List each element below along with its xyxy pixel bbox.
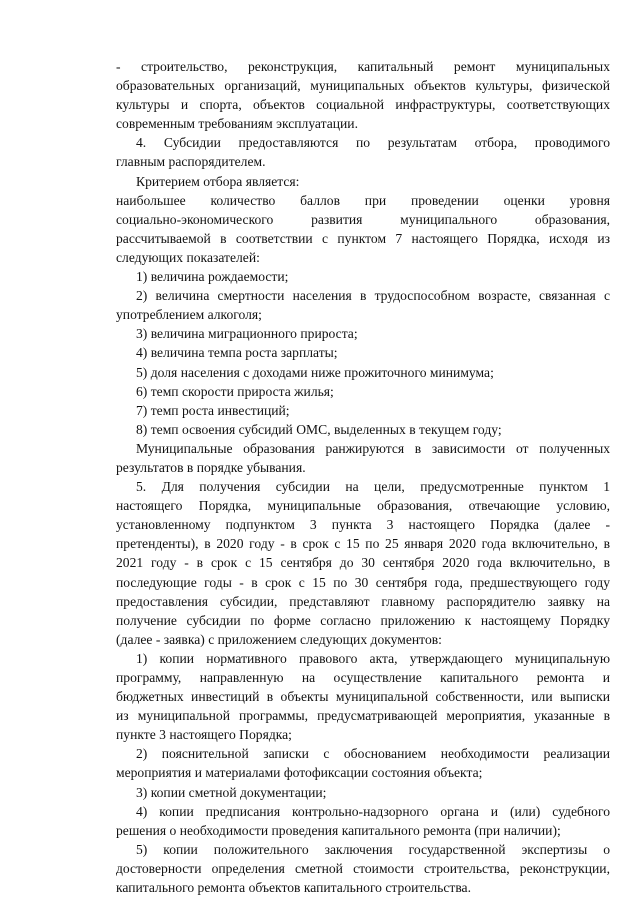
text-line: 3) величина миграционного прироста; (136, 326, 358, 342)
text-line: Муниципальные образования ранжируются в зависимости от полученных (136, 440, 610, 456)
paragraph (116, 324, 610, 343)
text-line: наибольшее количество баллов при проведении оценки уровня (116, 192, 610, 208)
paragraph (116, 401, 610, 420)
text-line: 5) доля населения с доходами ниже прожиточного минимума; (136, 364, 494, 380)
text-line: 5) копии положительного заключения государственной экспертизы о (136, 841, 610, 857)
text-line: достоверности определения сметной стоимости строительства, реконструкции, (116, 860, 610, 876)
text-line: следующих показателей: (116, 249, 260, 265)
paragraph (116, 649, 610, 744)
paragraph (116, 439, 610, 477)
text-line: настоящего Порядка, муниципальные образования, отвечающие условию, (116, 498, 610, 514)
paragraph (116, 343, 610, 362)
text-line: рассчитываемой в соответствии с пунктом 7 настоящего Порядка, исходя из (116, 230, 610, 246)
text-line: 3) копии сметной документации; (136, 784, 327, 800)
text-line: (далее - заявка) с приложением следующих документов: (116, 631, 442, 647)
text-line: бюджетных инвестиций в объекты муниципальной собственности, или выписки (116, 689, 610, 705)
text-line: предоставления субсидии, представляют главному распорядителю заявку на (116, 593, 610, 609)
paragraph (116, 744, 610, 782)
text-line: 2021 году - в срок с 15 сентября до 30 сентября 2020 года включительно, в (116, 555, 610, 571)
text-line: 2) пояснительной записки с обоснованием необходимости реализации (136, 746, 610, 762)
text-line: главным распорядителем. (116, 154, 266, 170)
text-line: 8) темп освоения субсидий ОМС, выделенных в текущем году; (136, 421, 502, 437)
paragraph (116, 840, 610, 897)
text-line: культуры и спорта, объектов социальной инфраструктуры, соответствующих (116, 97, 610, 113)
text-line: претенденты), в 2020 году - в срок с 15 по 25 января 2020 года включительно, в (116, 536, 610, 552)
text-line: 4) величина темпа роста зарплаты; (136, 345, 338, 361)
paragraph (116, 382, 610, 401)
text-line: употреблением алкоголя; (116, 307, 262, 323)
text-line: установленному подпунктом 3 пункта 3 настоящего Порядка (далее - (116, 517, 610, 533)
text-line: решения о необходимости проведения капитального ремонта (при наличии); (116, 822, 561, 838)
text-line: 4) копии предписания контрольно-надзорного органа и (или) судебного (136, 803, 610, 819)
paragraph (116, 133, 610, 171)
text-line: образовательных организаций, муниципальных объектов культуры, физической (116, 78, 610, 94)
text-line: из муниципальной программы, предусматривающей мероприятия, указанные в (116, 708, 610, 724)
text-line: 2) величина смертности населения в трудоспособном возрасте, связанная с (136, 288, 610, 304)
text-line: пункте 3 настоящего Порядка; (116, 727, 292, 743)
paragraph (116, 172, 610, 191)
paragraph (116, 191, 610, 267)
paragraph (116, 420, 610, 439)
paragraph (116, 286, 610, 324)
text-line: мероприятия и материалами фотофиксации состояния объекта; (116, 765, 483, 781)
text-line: результатов в порядке убывания. (116, 459, 306, 475)
text-line: 6) темп скорости прироста жилья; (136, 383, 334, 399)
text-line: 4. Субсидии предоставляются по результатам отбора, проводимого (136, 135, 610, 151)
document-body (116, 57, 610, 897)
paragraph (116, 477, 610, 649)
text-line: последующие годы - в срок с 15 по 30 сентября года, предшествующего году (116, 574, 610, 590)
text-line: социально-экономического развития муниципального образования, (116, 211, 610, 227)
text-line: капитального ремонта объектов капитального строительства. (116, 880, 471, 896)
paragraph (116, 57, 610, 133)
text-line: Критерием отбора является: (136, 173, 300, 189)
text-line: 7) темп роста инвестиций; (136, 402, 290, 418)
text-line: получение субсидии по форме согласно приложению к настоящему Порядку (116, 612, 610, 628)
text-line: современным требованиям эксплуатации. (116, 116, 358, 132)
text-line: 1) величина рождаемости; (136, 269, 289, 285)
paragraph (116, 802, 610, 840)
text-line: программу, направленную на осуществление капитального ремонта и (116, 670, 610, 685)
text-line: 5. Для получения субсидии на цели, предусмотренные пунктом 1 (136, 479, 610, 495)
paragraph (116, 783, 610, 802)
paragraph (116, 363, 610, 382)
paragraph (116, 267, 610, 286)
text-line: 1) копии нормативного правового акта, утверждающего муниципальную (136, 650, 610, 666)
text-line: - строительство, реконструкция, капитальный ремонт муниципальных (116, 59, 610, 74)
